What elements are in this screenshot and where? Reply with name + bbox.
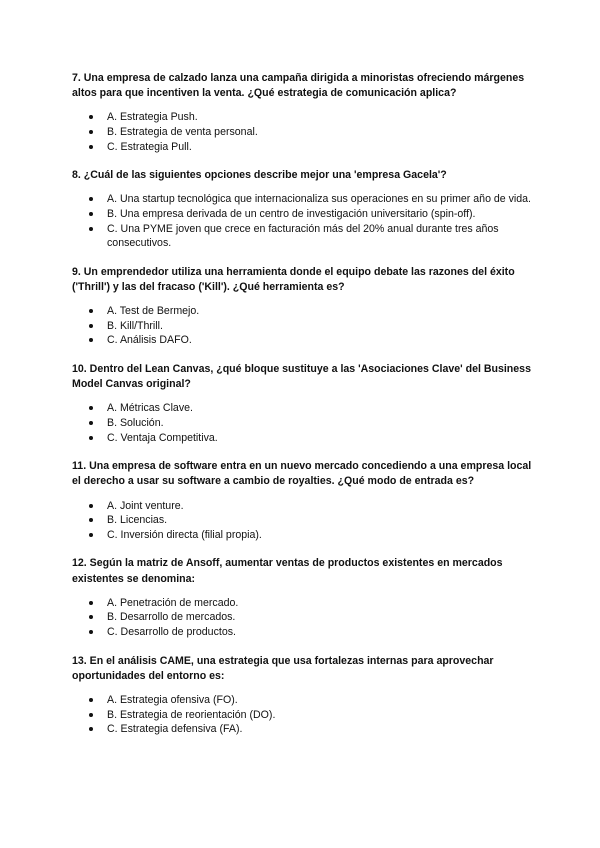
question-7 [72,71,532,154]
option-item [72,610,532,625]
option-text: B. Una empresa derivada de un centro de investigación universitario (spin-off). [107,207,476,220]
option-item [72,125,532,140]
question-text: 12. Según la matriz de Ansoff, aumentar ventas de productos existentes en mercados existentes se denomina: [72,557,503,585]
bullet-icon [89,713,93,717]
options-list [72,693,532,737]
option-item [72,513,532,528]
bullet-icon [89,436,93,440]
option-text: A. Test de Bermejo. [107,305,200,318]
bullet-icon [89,504,93,508]
option-item [72,708,532,723]
bullet-icon [89,406,93,410]
bullet-icon [89,227,93,231]
option-text: B. Licencias. [107,514,168,527]
option-item [72,319,532,334]
bullet-icon [89,338,93,342]
bullet-icon [89,197,93,201]
option-text: B. Solución. [107,416,164,429]
bullet-icon [89,518,93,522]
options-list [72,304,532,348]
options-list [72,401,532,445]
question-9 [72,265,532,348]
option-item [72,304,532,319]
option-item [72,207,532,222]
option-item [72,596,532,611]
bullet-icon [89,698,93,702]
question-text: 7. Una empresa de calzado lanza una campaña dirigida a minoristas ofreciendo márgenes altos para que incentiven la venta. ¿Qué estrategia de comunicación aplica? [72,72,525,100]
bullet-icon [89,212,93,216]
options-list [72,499,532,543]
bullet-icon [89,130,93,134]
option-text: A. Joint venture. [107,499,184,512]
option-item [72,401,532,416]
option-item [72,625,532,640]
option-text: A. Estrategia Push. [107,111,198,124]
question-10 [72,362,532,445]
option-text: A. Métricas Clave. [107,402,193,415]
bullet-icon [89,324,93,328]
option-item [72,722,532,737]
bullet-icon [89,615,93,619]
bullet-icon [89,601,93,605]
options-list [72,596,532,640]
option-item [72,693,532,708]
options-list [72,192,532,250]
option-text: B. Desarrollo de mercados. [107,611,236,624]
bullet-icon [89,630,93,634]
option-text: B. Kill/Thrill. [107,319,163,332]
bullet-icon [89,727,93,731]
option-item [72,333,532,348]
option-item [72,499,532,514]
option-text: C. Estrategia defensiva (FA). [107,723,243,736]
option-item [72,431,532,446]
bullet-icon [89,115,93,119]
option-text: C. Análisis DAFO. [107,334,192,347]
option-text: B. Estrategia de venta personal. [107,126,258,138]
option-item [72,222,532,251]
option-text: B. Estrategia de reorientación (DO). [107,708,276,721]
question-text: 10. Dentro del Lean Canvas, ¿qué bloque sustituye a las 'Asociaciones Clave' del Business Model Canvas original? [72,362,531,391]
option-text: C. Inversión directa (filial propia). [107,528,262,541]
option-item [72,416,532,431]
question-text: 11. Una empresa de software entra en un nuevo mercado concediendo a una empresa local el derecho a usar su software a cambio de royalties. ¿Qué modo de entrada es? [72,460,532,488]
options-list [72,110,532,154]
bullet-icon [89,309,93,313]
question-text: 13. En el análisis CAME, una estrategia que usa fortalezas internas para aprovechar oportunidades del entorno es: [72,654,494,682]
bullet-icon [89,533,93,537]
option-text: C. Una PYME joven que crece en facturación más del 20% anual durante tres años consecutivos. [107,222,499,250]
question-13 [72,654,532,737]
option-text: C. Ventaja Competitiva. [107,431,218,444]
option-text: A. Una startup tecnológica que internacionaliza sus operaciones en su primer año de vida. [107,193,532,206]
question-8 [72,168,532,251]
option-item [72,192,532,207]
option-item [72,110,532,125]
option-item [72,140,532,155]
option-item [72,528,532,543]
question-text: 9. Un emprendedor utiliza una herramienta donde el equipo debate las razones del éxito ('Thrill') y las del fracaso ('Kill'). ¿Qué herramienta es? [72,265,515,293]
option-text: A. Estrategia ofensiva (FO). [107,693,238,706]
bullet-icon [89,421,93,425]
option-text: C. Desarrollo de productos. [107,625,236,638]
question-12 [72,556,532,639]
question-11 [72,459,532,542]
bullet-icon [89,145,93,149]
option-text: A. Penetración de mercado. [107,596,239,609]
question-text: 8. ¿Cuál de las siguientes opciones describe mejor una 'empresa Gacela'? [72,169,447,182]
option-text: C. Estrategia Pull. [107,140,192,153]
